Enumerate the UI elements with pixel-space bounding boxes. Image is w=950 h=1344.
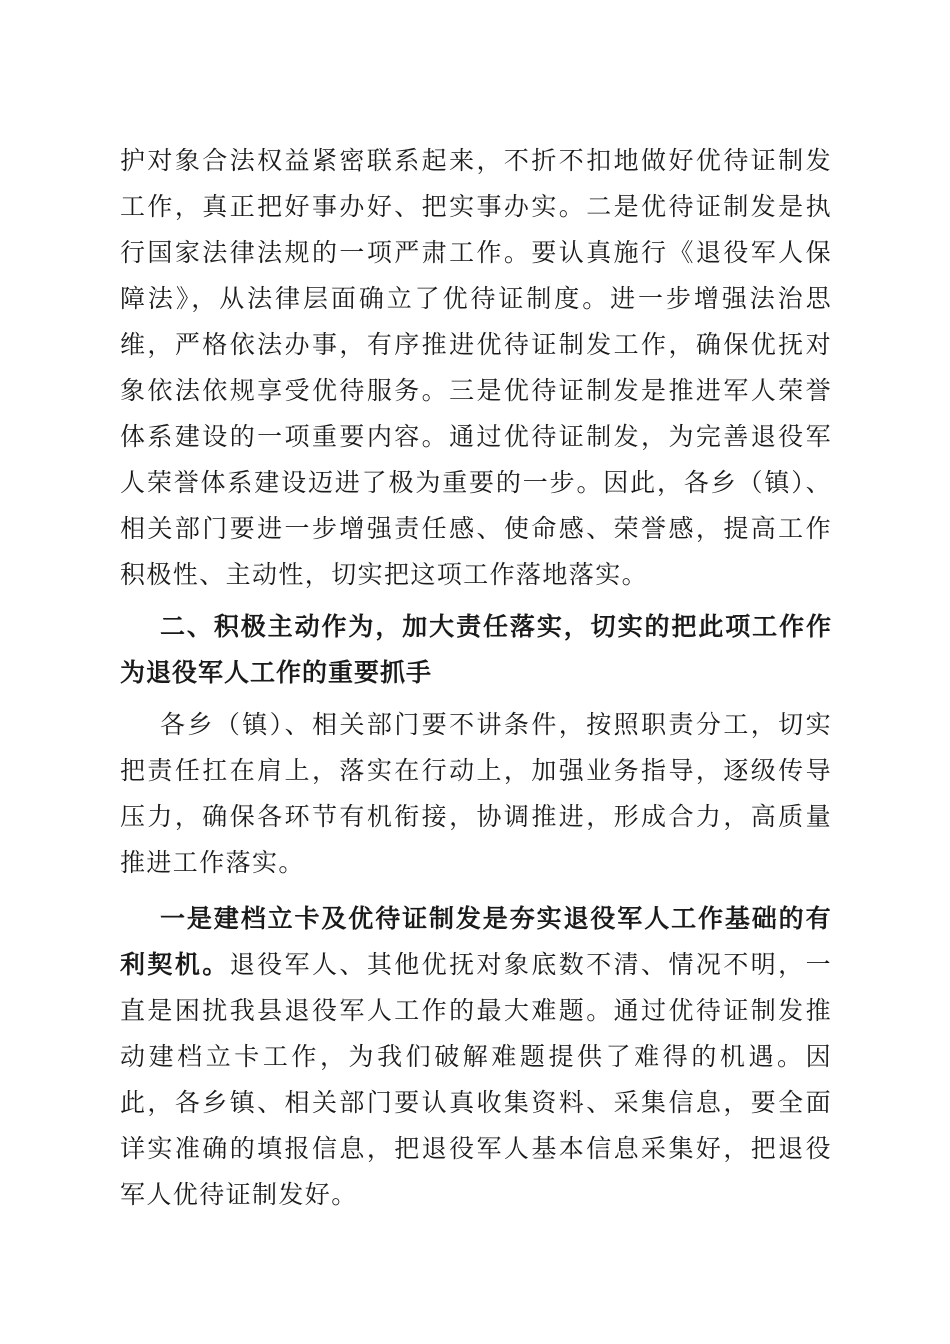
paragraph-lead: 一是建档立卡及优待证制发是夯实退役军人工作基础的有利契机。	[120, 904, 832, 979]
paragraph-continuation: 护对象合法权益紧密联系起来，不折不扣地做好优待证制发工作，真正把好事办好、把实事办实。二是优待证制发是执行国家法律法规的一项严肃工作。要认真施行《退役军人保障法》，从法律层面确立了优待证制度。进一步增强法治思维，严格依法办事，有序推进优待证制发工作，确保优抚对象依法依规享受优待服务。三是优待证制发是推进军人荣誉体系建设的一项重要内容。通过优待证制发，为完善退役军人荣誉体系建设迈进了极为重要的一步。因此，各乡（镇）、相关部门要进一步增强责任感、使命感、荣誉感，提高工作积极性、主动性，切实把这项工作落地落实。	[120, 146, 832, 589]
section-heading: 二、积极主动作为，加大责任落实，切实的把此项工作作为退役军人工作的重要抓手	[120, 612, 832, 687]
paragraph: 各乡（镇）、相关部门要不讲条件，按照职责分工，切实把责任扛在肩上，落实在行动上，加强业务指导，逐级传导压力，确保各环节有机衔接，协调推进，形成合力，高质量推进工作落实。	[120, 710, 832, 877]
paragraph-text: 退役军人、其他优抚对象底数不清、情况不明，一直是困扰我县退役军人工作的最大难题。通过优待证制发推动建档立卡工作，为我们破解难题提供了难得的机遇。因此，各乡镇、相关部门要认真收集资料、采集信息，要全面详实准确的填报信息，把退役军人基本信息采集好，把退役军人优待证制发好。	[120, 950, 832, 1209]
paragraph-with-lead	[120, 896, 832, 1218]
document-body	[120, 138, 832, 1218]
